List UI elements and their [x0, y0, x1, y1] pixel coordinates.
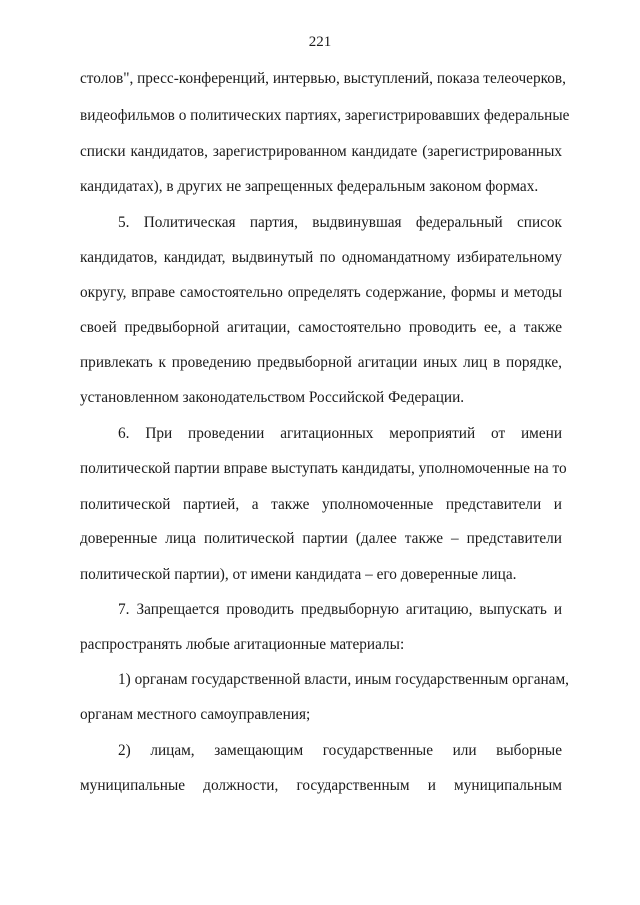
- text-line: доверенные лица политической партии (далее также – представители: [80, 530, 562, 547]
- text-line: политической партии), от имени кандидата – его доверенные лица.: [80, 566, 517, 583]
- text-line: органам местного самоуправления;: [80, 706, 311, 723]
- list-item-first-line: 2) лицам, замещающим государственные или выборные: [118, 742, 562, 759]
- text-line: видеофильмов о политических партиях, зарегистрировавших федеральные: [80, 107, 570, 124]
- paragraph-first-line: 6. При проведении агитационных мероприятий от имени: [118, 425, 562, 442]
- text-line: распространять любые агитационные материалы:: [80, 636, 405, 653]
- text-line: политической партией, а также уполномоченные представители и: [80, 496, 562, 513]
- text-line: политической партии вправе выступать кандидаты, уполномоченные на то: [80, 460, 567, 477]
- text-line: округу, вправе самостоятельно определять содержание, формы и методы: [80, 284, 562, 301]
- text-line: привлекать к проведению предвыборной агитации иных лиц в порядке,: [80, 354, 562, 371]
- text-line: установленном законодательством Российской Федерации.: [80, 389, 465, 406]
- text-line: муниципальные должности, государственным и муниципальным: [80, 777, 562, 794]
- text-line: списки кандидатов, зарегистрированном кандидате (зарегистрированных: [80, 143, 562, 160]
- page-number: 221: [308, 34, 332, 50]
- text-line: кандидатах), в других не запрещенных федеральным законом формах.: [80, 178, 539, 195]
- text-line: своей предвыборной агитации, самостоятельно проводить ее, а также: [80, 319, 562, 336]
- paragraph-first-line: 5. Политическая партия, выдвинувшая федеральный список: [118, 214, 562, 231]
- text-line: столов", пресс-конференций, интервью, выступлений, показа телеочерков,: [80, 70, 566, 87]
- list-item-first-line: 1) органам государственной власти, иным государственным органам,: [118, 671, 569, 688]
- text-line: кандидатов, кандидат, выдвинутый по одномандатному избирательному: [80, 249, 562, 266]
- paragraph-first-line: 7. Запрещается проводить предвыборную агитацию, выпускать и: [118, 601, 562, 618]
